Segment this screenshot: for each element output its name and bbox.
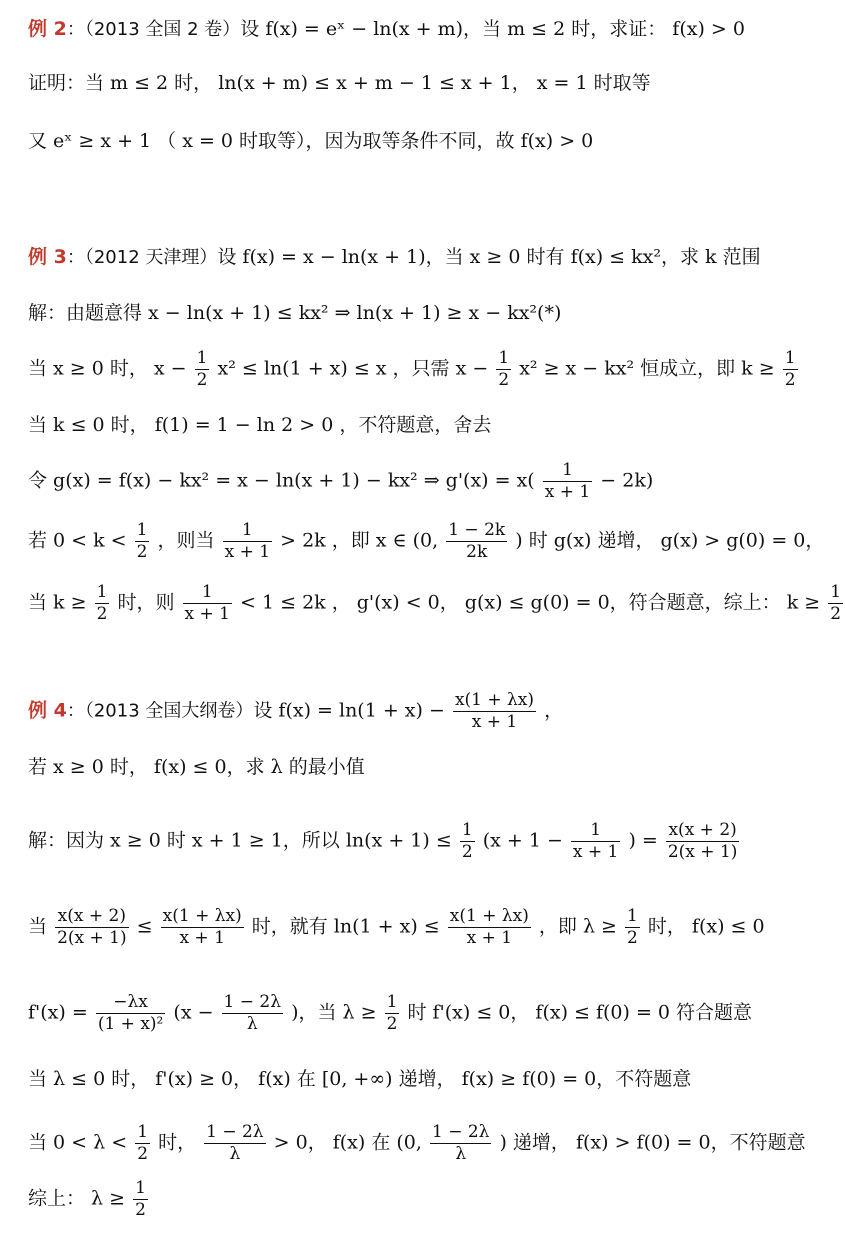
fraction-x1lx-over-x1: $\frac{x(1 + \lambda x)}{x + 1}$ [449, 906, 529, 948]
ex4-l7-text-c: > 0， f(x) 在 (0, [273, 1131, 422, 1154]
ex4-line-5 [28, 994, 752, 1033]
ex3-line-7 [28, 584, 845, 623]
ex3-line-5 [28, 462, 653, 501]
ex3-line-3 [28, 350, 800, 389]
ex3-l3-text-c: x² ≥ x − kx² 恒成立，即 k ≥ [519, 357, 775, 380]
fraction-1-minus-2l-over-l: $\frac{1 - 2\lambda}{\lambda}$ [206, 1122, 264, 1164]
fraction-neg-lx-over-1x-sq: $\frac{-\lambda x}{\text{(1 + x)²}}$ [97, 992, 164, 1034]
fraction-one-half: $\frac{1}{2}$ [96, 582, 108, 624]
fraction-one-half: $\frac{1}{2}$ [830, 582, 842, 624]
ex4-l1-text-b: ， [544, 699, 564, 722]
ex4-line-3 [28, 822, 741, 861]
ex3-source: ：（2012 天津理） [66, 247, 218, 268]
fraction-one-half: $\frac{1}{2}$ [136, 520, 148, 562]
ex4-l7-text-a: 当 0 < λ < [28, 1131, 128, 1154]
ex4-source: ：（2013 全国大纲卷） [66, 700, 254, 722]
ex2-proof-line: 证明：当 m ≤ 2 时， ln(x + m) ≤ x + m − 1 ≤ x + 1， x = 1 时取等 [28, 72, 651, 94]
ex4-l4-text-d: ，即 λ ≥ [538, 915, 617, 938]
fraction-one-half: $\frac{1}{2}$ [784, 348, 796, 390]
ex4-l4-text-e: 时， f(x) ≤ 0 [647, 915, 765, 938]
ex4-l3-text-a: 解：因为 x ≥ 0 时 x + 1 ≥ 1，所以 ln(x + 1) ≤ [28, 829, 452, 852]
ex3-l6-text-c: > 2k ，即 x ∈ (0, [280, 529, 439, 552]
ex4-line-6: 当 λ ≤ 0 时， f'(x) ≥ 0， f(x) 在 [0, +∞) 递增， f(x) ≥ f(0) = 0，不符题意 [28, 1068, 692, 1090]
ex4-l5-text-c: )，当 λ ≥ [291, 1001, 377, 1024]
ex3-label: 例 3 [28, 246, 67, 268]
ex4-l3-text-b: (x + 1 − [482, 829, 563, 852]
ex3-l3-text-a: 当 x ≥ 0 时， x − [28, 357, 187, 380]
ex4-l7-text-b: 时， [158, 1131, 197, 1154]
ex4-line-4 [28, 908, 765, 947]
ex4-line-7 [28, 1124, 806, 1163]
ex2-conclusion-line: 又 eˣ ≥ x + 1 （ x = 0 时取等），因为取等条件不同，故 f(x) > 0 [28, 130, 594, 152]
ex4-l4-text-b: ≤ [136, 915, 153, 938]
fraction-one-half: $\frac{1}{2}$ [135, 1178, 146, 1220]
fraction-one-over-x-plus-1: $\frac{1}{x + 1}$ [184, 582, 230, 624]
fraction-one-half: $\frac{1}{2}$ [137, 1122, 149, 1164]
ex3-line-1 [28, 244, 761, 271]
ex3-l7-text-a: 当 k ≥ [28, 591, 87, 614]
ex4-line-8 [28, 1180, 150, 1219]
fraction-1-minus-2k-over-2k: $\frac{1 - 2k}{2k}$ [448, 520, 506, 562]
ex4-l5-text-d: 时 f'(x) ≤ 0， f(x) ≤ f(0) = 0 符合题意 [407, 1001, 753, 1024]
ex3-statement: 设 f(x) = x − ln(x + 1)，当 x ≥ 0 时有 f(x) ≤ kx²，求 k 范围 [217, 246, 761, 268]
fraction-one-over-x-plus-1: $\frac{1}{x + 1}$ [224, 520, 271, 562]
fraction-one-half: $\frac{1}{2}$ [498, 348, 510, 390]
ex2-label: 例 2 [28, 18, 67, 40]
ex4-label: 例 4 [28, 699, 67, 722]
ex3-line-4: 当 k ≤ 0 时， f(1) = 1 − ln 2 > 0 ，不符题意，舍去 [28, 414, 492, 436]
ex3-l5-text-b: − 2k) [600, 469, 654, 492]
fraction-one-half: $\frac{1}{2}$ [386, 992, 398, 1034]
fraction-x1lx-over-x1: $\frac{x(1 + \lambda x)}{x + 1}$ [454, 690, 535, 732]
fraction-one-over-x-plus-1: $\frac{1}{x + 1}$ [572, 820, 619, 862]
ex4-l4-text-c: 时，就有 ln(1 + x) ≤ [251, 915, 440, 938]
ex3-solution-line: 解：由题意得 x − ln(x + 1) ≤ kx² ⇒ ln(x + 1) ≥ x − kx²(*) [28, 302, 562, 324]
ex4-l7-text-d: ) 递增， f(x) > f(0) = 0，不符题意 [499, 1131, 806, 1154]
fraction-x1lx-over-x1: $\frac{x(1 + \lambda x)}{x + 1}$ [162, 906, 242, 948]
ex2-source: ：（2013 全国 2 卷） [66, 19, 241, 40]
ex3-l6-text-d: ) 时 g(x) 递增， g(x) > g(0) = 0， [515, 529, 825, 552]
ex4-l1-text-a: 设 f(x) = ln(1 + x) − [253, 699, 445, 722]
ex4-l3-text-c: ) = [628, 829, 658, 852]
ex2-line-1 [28, 16, 745, 43]
ex4-l5-text-a: f'(x) = [28, 1001, 88, 1024]
fraction-one-half: $\frac{1}{2}$ [627, 906, 638, 948]
ex4-l5-text-b: (x − [173, 1001, 214, 1024]
ex3-l7-text-c: < 1 ≤ 2k ， g'(x) < 0， g(x) ≤ g(0) = 0，符合题意，综上： k ≥ [240, 591, 821, 614]
fraction-1-minus-2l-over-l: $\frac{1 - 2\lambda}{\lambda}$ [431, 1122, 490, 1164]
fraction-one-half: $\frac{1}{2}$ [196, 348, 208, 390]
ex3-l6-text-a: 若 0 < k < [28, 529, 127, 552]
ex4-line-2: 若 x ≥ 0 时， f(x) ≤ 0，求 λ 的最小值 [28, 756, 365, 778]
fraction-one-half: $\frac{1}{2}$ [461, 820, 473, 862]
fraction-xx2-over-2x1: $\frac{x(x + 2)}{2(x + 1)}$ [57, 906, 127, 948]
ex4-l4-text-a: 当 [28, 915, 48, 938]
ex3-l3-text-b: x² ≤ ln(1 + x) ≤ x ，只需 x − [217, 357, 489, 380]
ex3-l6-text-b: ，则当 [157, 529, 215, 552]
ex4-l8-text-a: 综上： λ ≥ [28, 1187, 126, 1210]
fraction-xx2-over-2x1: $\frac{x(x + 2)}{2(x + 1)}$ [667, 820, 738, 862]
fraction-one-over-x-plus-1: $\frac{1}{x + 1}$ [544, 460, 591, 502]
ex3-l7-text-b: 时，则 [117, 591, 175, 614]
ex3-l5-text-a: 令 g(x) = f(x) − kx² = x − ln(x + 1) − kx² ⇒ g'(x) = x( [28, 469, 535, 492]
ex3-line-6 [28, 522, 824, 561]
ex2-statement: 设 f(x) = eˣ − ln(x + m)，当 m ≤ 2 时，求证： f(x) > 0 [240, 18, 745, 40]
fraction-1-minus-2l-over-l: $\frac{1 - 2\lambda}{\lambda}$ [223, 992, 282, 1034]
ex4-line-1 [28, 692, 563, 731]
